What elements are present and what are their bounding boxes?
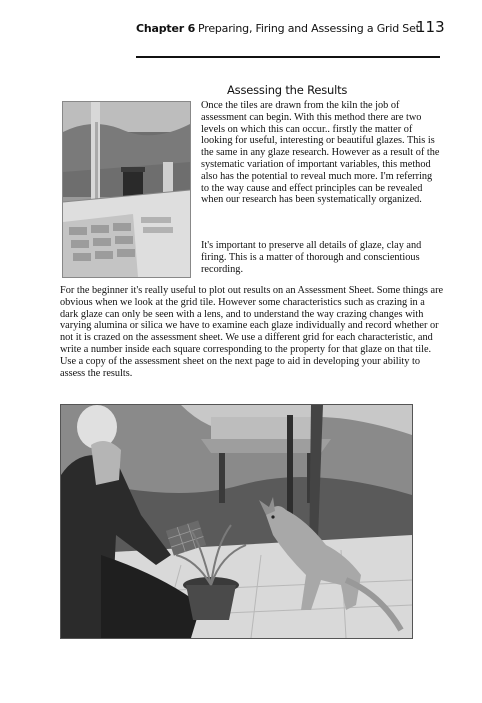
page-number: 113: [416, 18, 445, 36]
header-rule: [136, 56, 440, 58]
section-heading: Assessing the Results: [227, 83, 348, 97]
chapter-title: Preparing, Firing and Assessing a Grid Set: [198, 22, 420, 35]
paragraph-3: [60, 285, 444, 379]
paragraph-1-text: Once the tiles are drawn from the kiln the job of assessment can begin. With this method there are two levels on which this can occur.. firstly the matter of looking for useful, interesting or beautiful glazes. This is the same in any glaze research. However as a result of the systematic variation of important variables, this method also has the potential to reveal much more. I'm referring to the way cause and effect principles can be revealed when our research has been systematically organized.: [201, 100, 440, 206]
paragraph-1: [201, 100, 441, 206]
chapter-label: Chapter 6: [136, 22, 196, 35]
running-header: [60, 16, 445, 38]
paragraph-2-text: It's important to preserve all details of glaze, clay and firing. This is a matter of thorough and conscientious recording.: [201, 240, 422, 275]
tile-drying-photo: [62, 101, 191, 278]
paragraph-3-text: For the beginner it's really useful to plot out results on an Assessment Sheet. Some things are obvious when we look at the grid tile. However some characteristics such as crazing in a dark glaze can only be seen with a lens, and to understand the way crazing changes with varying alumina or silica we have to examine each glaze individually and record whether or not it is crazed on the assessment sheet. We use a different grid for each characteristic, and write a number inside each square corresponding to the property for that glaze on that tile. Use a copy of the assessment sheet on the next page to aid in developing your ability to assess the results.: [60, 285, 444, 379]
garden-kangaroo-photo: [60, 404, 413, 639]
paragraph-2: [201, 240, 441, 275]
